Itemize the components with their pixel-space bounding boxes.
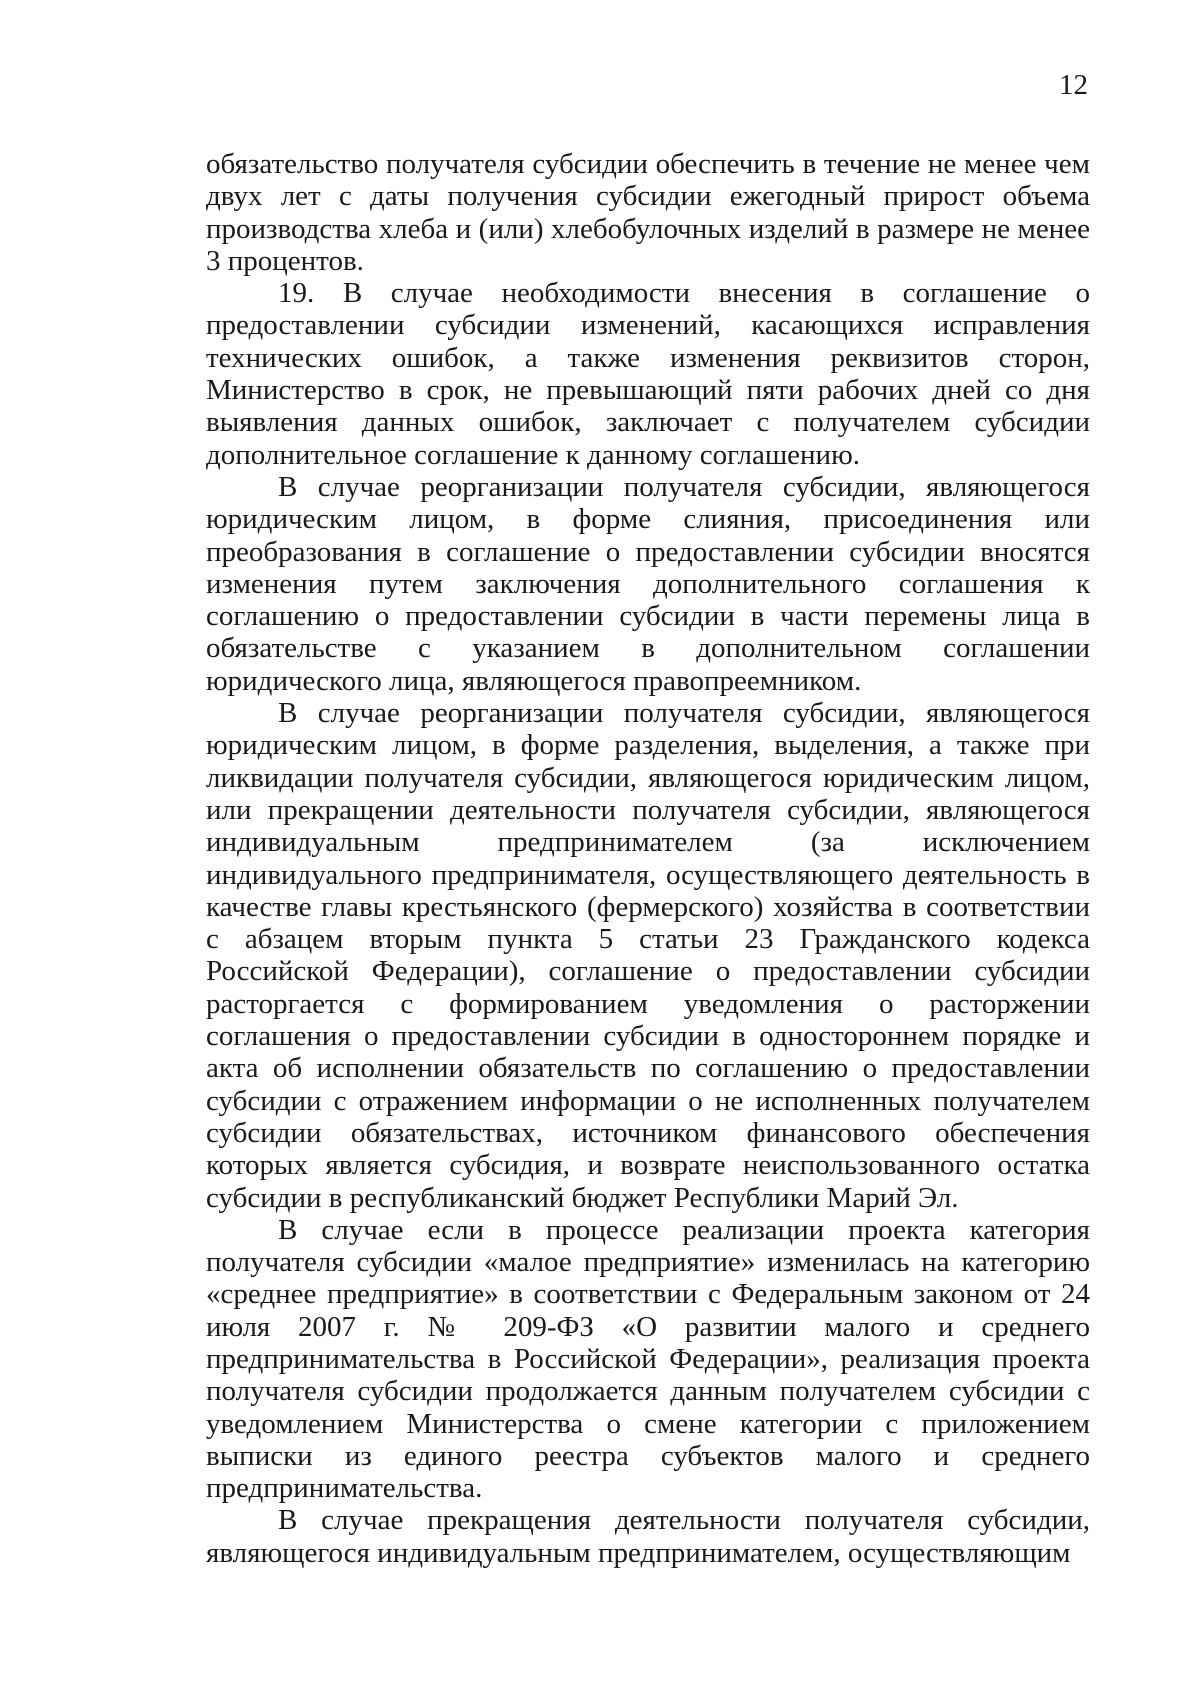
paragraph-reorganization-merger: В случае реорганизации получателя субсидии, являющегося юридическим лицом, в форме слияния, присоединения или преобразования в соглашение о предоставлении субсидии вносятся изменения путем заключения дополнительного соглашения к соглашению о предоставлении субсидии в части перемены лица в обязательстве с указанием в дополнительном соглашении юридического лица, являющегося правопреемником. (206, 470, 1090, 697)
paragraph-reorganization-division: В случае реорганизации получателя субсидии, являющегося юридическим лицом, в форме разделения, выделения, а также при ликвидации получателя субсидии, являющегося юридическим лицом, или прекращении деятельности получателя субсидии, являющегося индивидуальным предпринимателем (за исключением индивидуального предпринимателя, осуществляющего деятельность в качестве главы крестьянского (фермерского) хозяйства в соответствии с абзацем вторым пункта 5 статьи 23 Гражданского кодекса Российской Федерации), соглашение о предоставлении субсидии расторгается с формированием уведомления о расторжении соглашения о предоставлении субсидии в одностороннем порядке и акта об исполнении обязательств по соглашению о предоставлении субсидии с отражением информации о не исполненных получателем субсидии обязательствах, источником финансового обеспечения которых является субсидия, и возврате неиспользованного остатка субсидии в республиканский бюджет Республики Марий Эл. (206, 697, 1090, 1214)
page-number: 12 (1059, 69, 1088, 101)
paragraph-continuation: обязательство получателя субсидии обеспечить в течение не менее чем двух лет с даты получения субсидии ежегодный прирост объема производства хлеба и (или) хлебобулочных изделий в размере не менее 3 процентов. (206, 148, 1090, 277)
paragraph-termination: В случае прекращения деятельности получателя субсидии, являющегося индивидуальным предпринимателем, осуществляющим (206, 1504, 1090, 1569)
document-body (206, 148, 1090, 1569)
paragraph-item-19: 19. В случае необходимости внесения в соглашение о предоставлении субсидии изменений, касающихся исправления технических ошибок, а также изменения реквизитов сторон, Министерство в срок, не превышающий пяти рабочих дней со дня выявления данных ошибок, заключает с получателем субсидии дополнительное соглашение к данному соглашению. (206, 277, 1090, 471)
paragraph-category-change: В случае если в процессе реализации проекта категория получателя субсидии «малое предприятие» изменилась на категорию «среднее предприятие» в соответствии с Федеральным законом от 24 июля 2007 г. № 209-ФЗ «О развитии малого и среднего предпринимательства в Российской Федерации», реализация проекта получателя субсидии продолжается данным получателем субсидии с уведомлением Министерства о смене категории с приложением выписки из единого реестра субъектов малого и среднего предпринимательства. (206, 1213, 1090, 1505)
